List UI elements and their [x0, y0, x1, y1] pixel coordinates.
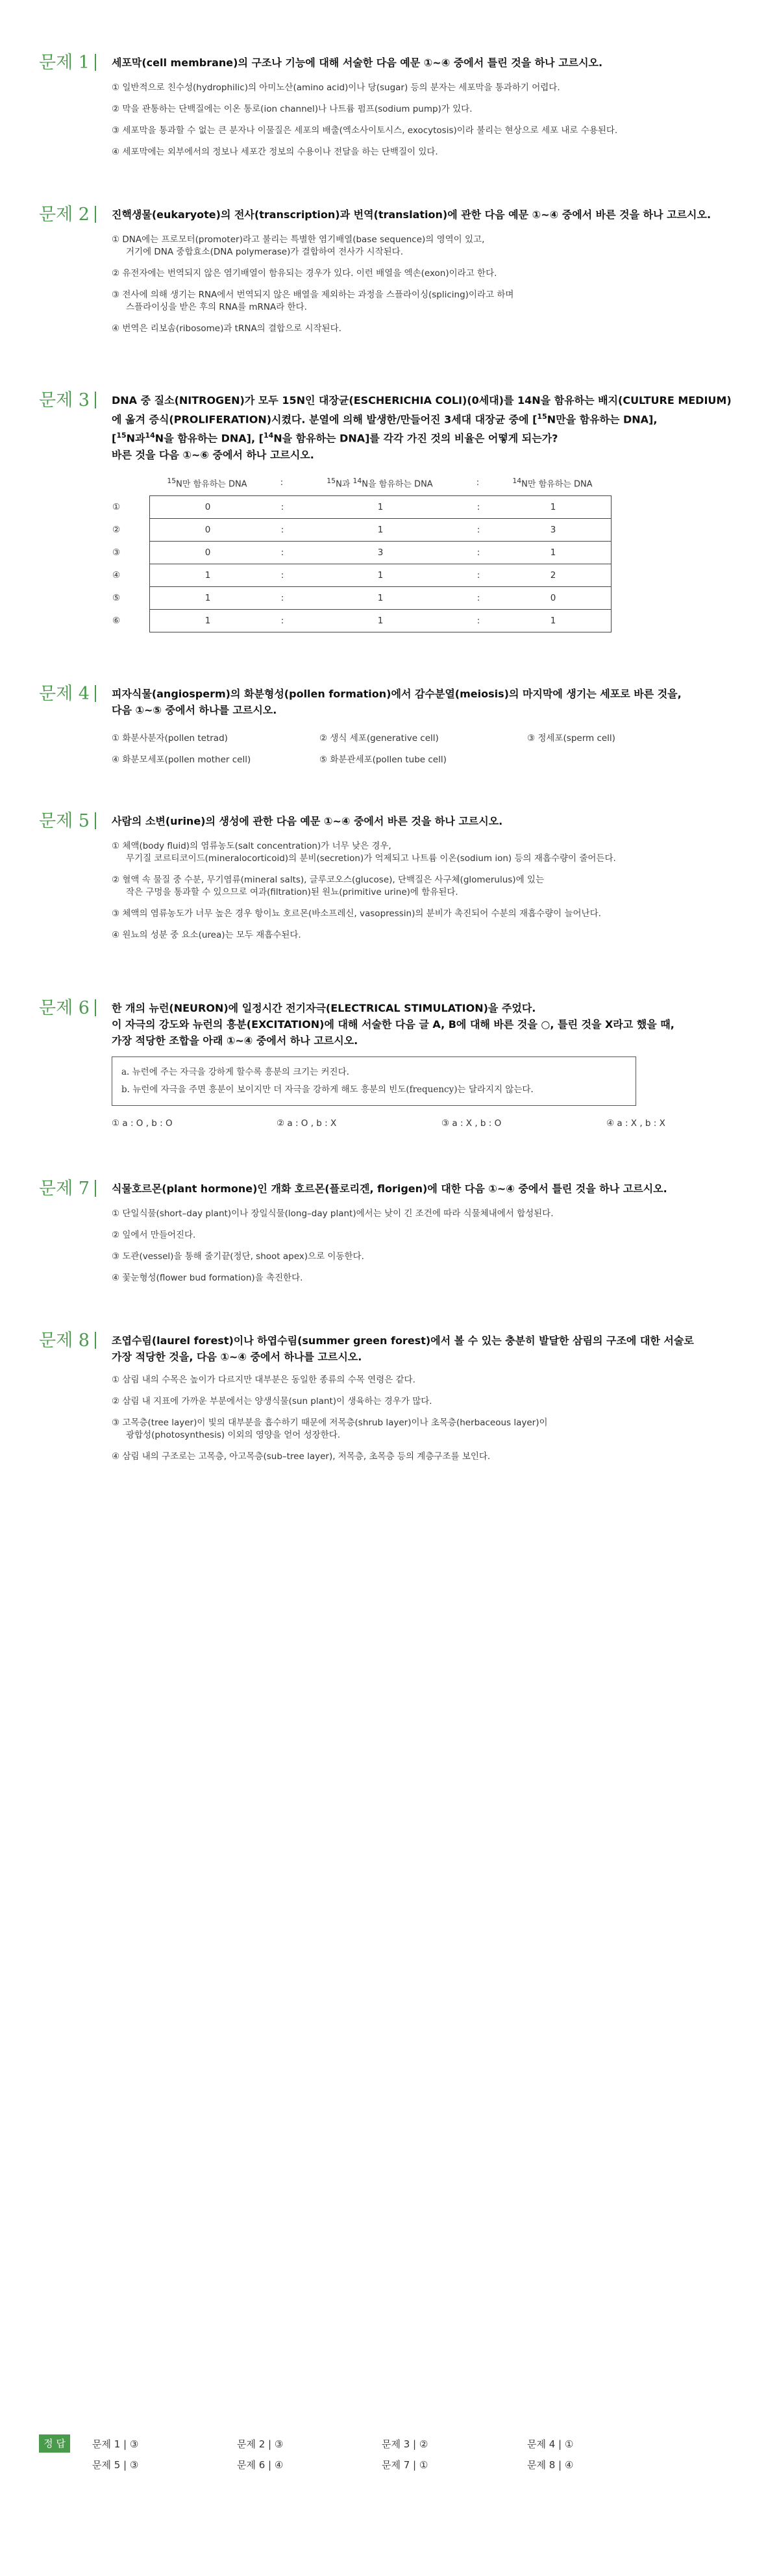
option: ③ 정세포(sperm cell) — [527, 733, 615, 744]
option: ③ 전사에 의해 생기는 RNA에서 번역되지 않은 배열을 제외하는 과정을 스플라이싱(splicing)이라고 하며 스플라이싱을 받은 후의 RNA를 mRNA라 한다. — [112, 290, 514, 312]
table-cell: 1 — [299, 586, 462, 609]
table-cell: 1 — [299, 495, 462, 518]
option: ② 막을 관통하는 단백질에는 이온 통로(ion channel)나 나트륨 펌프(sodium pump)가 있다. — [112, 104, 473, 114]
question-2 — [39, 206, 740, 344]
table-cell: 0 — [495, 586, 612, 609]
question-number: 문제 5 — [39, 812, 112, 831]
table-cell: 2 — [495, 564, 612, 586]
table-cell: : — [462, 609, 495, 632]
option: ② 혈액 속 물질 중 수분, 무기염류(mineral salts), 글루코오스(glucose), 단백질은 사구체(glomerulus)에 있는 작은 구멍을 통과할 수 있으므로 여과(filtration)된 원뇨(primitive urine)에 함유된다. — [112, 875, 544, 897]
option: ② 삼림 내 지표에 가까운 부분에서는 양생식물(sun plant)이 생육하는 경우가 많다. — [112, 1396, 432, 1407]
question-8 — [39, 1332, 740, 1472]
table-row — [112, 609, 612, 632]
question-text: 세포막(cell membrane)의 구조나 기능에 대해 서술한 다음 예문 ①~④ 중에서 틀린 것을 하나 고르시오. — [112, 56, 603, 69]
table-cell: : — [266, 609, 299, 632]
row-label: ④ — [112, 569, 121, 581]
ratio-table: $^{15}$N만 함유하는 DNA : $^{15}$N과 $^{14}$N을 함유하는 DNA : $^{14}$N만 함유하는 DNA ① 0 : 1 : 1 ② 0 : 1 : 3 ③ 0 : 3 : 1 ④ 1 : 1 : 2 ⑤ 1 : 1 : 0 ⑥ 1 : 1 : 1 — [112, 472, 740, 632]
option: ① DNA에는 프로모터(promoter)라고 불리는 특별한 염기배열(base sequence)의 영역이 있고, 거기에 DNA 중합효소(DNA polymerase)가 결합하여 전사가 시작된다. — [112, 234, 485, 257]
table-cell: 0 — [150, 518, 266, 541]
table-cell: : — [462, 541, 495, 564]
question-text: 피자식물(angiosperm)의 화분형성(pollen formation)에서 감수분열(meiosis)의 마지막에 생기는 세포로 바른 것을, 다음 ①~⑤ 중에서 하나를 고르시오. — [112, 688, 682, 716]
question-number: 문제 2 — [39, 205, 112, 225]
row-label: ③ — [112, 547, 121, 558]
table-cell: : — [462, 518, 495, 541]
option: ① a : O , b : O — [112, 1118, 173, 1129]
option: ④ 번역은 리보솜(ribosome)과 tRNA의 결합으로 시작된다. — [112, 323, 341, 334]
question-number: 문제 7 — [39, 1179, 112, 1199]
table-cell: : — [266, 518, 299, 541]
table-cell: 1 — [299, 564, 462, 586]
option: ① 화분사분자(pollen tetrad) — [112, 733, 228, 744]
answer-item: 문제 3 | ② — [382, 2438, 428, 2450]
table-cell: 3 — [495, 518, 612, 541]
question-number: 문제 8 — [39, 1331, 112, 1351]
question-number: 문제 4 — [39, 684, 112, 704]
question-number: 문제 6 — [39, 999, 112, 1018]
row-label: ⑥ — [112, 615, 121, 626]
option: ② 잎에서 만들어진다. — [112, 1230, 196, 1240]
table-cell: 1 — [150, 586, 266, 609]
option: ③ 체액의 염류농도가 너무 높은 경우 항이뇨 호르몬(바소프레신, vasopressin)의 분비가 촉진되어 수분의 재흡수량이 늘어난다. — [112, 908, 601, 919]
question-7 — [39, 1181, 740, 1294]
question-text: 사람의 소변(urine)의 생성에 관한 다음 예문 ①~④ 중에서 바른 것을 하나 고르시오. — [112, 815, 503, 827]
row-label: ⑤ — [112, 592, 121, 603]
option: ② 유전자에는 번역되지 않은 염기배열이 함유되는 경우가 있다. 이런 배열을 엑손(exon)이라고 한다. — [112, 268, 497, 279]
table-cell: : — [266, 495, 299, 518]
table-row — [112, 495, 612, 518]
option: ① 단일식물(short–day plant)이나 장일식물(long–day plant)에서는 낮이 긴 조건에 따라 식물체내에서 합성된다. — [112, 1208, 554, 1219]
answer-item: 문제 6 | ④ — [237, 2459, 284, 2471]
table-cell: : — [266, 586, 299, 609]
question-text: 한 개의 뉴런(NEURON)에 일정시간 전기자극(ELECTRICAL STIMULATION)을 주었다. 이 자극의 강도와 뉴런의 흥분(EXCITATION)에 대해 서술한 다음 글 A, B에 대해 바른 것을 ○, 틀린 것을 X라고 했을 때, 가장 적당한 조합을 아래 ①~④ 중에서 하나 고르시오. — [112, 1002, 674, 1047]
table-cell: 1 — [299, 518, 462, 541]
question-text: 진핵생물(eukaryote)의 전사(transcription)과 번역(translation)에 관한 다음 예문 ①~④ 중에서 바른 것을 하나 고르시오. — [112, 208, 711, 221]
option: ② a : O , b : X — [277, 1118, 337, 1129]
table-row — [112, 586, 612, 609]
option: ④ a : X , b : X — [606, 1118, 665, 1129]
option: ④ 세포막에는 외부에서의 정보나 세포간 정보의 수용이나 전달을 하는 단백질이 있다. — [112, 147, 438, 157]
question-4 — [39, 686, 740, 766]
question-1 — [39, 55, 740, 168]
table-cell: 1 — [495, 495, 612, 518]
option: ④ 꽃눈형성(flower bud formation)을 촉진한다. — [112, 1273, 303, 1283]
row-label: ① — [112, 501, 121, 512]
question-number: 문제 3 — [39, 391, 112, 410]
answer-item: 문제 1 | ③ — [92, 2438, 139, 2450]
option: ③ 세포막을 통과할 수 없는 큰 분자나 이물질은 세포의 배출(엑소사이토시스, exocytosis)이라 불리는 현상으로 세포 내로 수용된다. — [112, 125, 618, 136]
option: ① 체액(body fluid)의 염류농도(salt concentration)가 너무 낮은 경우, 무기질 코르티코이드(mineralocorticoid)의 분비(secretion)가 억제되고 나트륨 이온(sodium ion) 등의 재흡수량이 줄어든다. — [112, 841, 616, 864]
table-cell: 1 — [150, 564, 266, 586]
table-cell: 1 — [150, 609, 266, 632]
table-cell: 1 — [495, 609, 612, 632]
question-text: 조엽수림(laurel forest)이나 하엽수림(summer green forest)에서 볼 수 있는 충분히 발달한 삼림의 구조에 대한 서술로 가장 적당한 것을, 다음 ①~④ 중에서 하나를 고르시오. — [112, 1334, 694, 1363]
table-cell: : — [462, 564, 495, 586]
question-text: 식물호르몬(plant hormone)인 개화 호르몬(플로리겐, florigen)에 대한 다음 ①~④ 중에서 틀린 것을 하나 고르시오. — [112, 1182, 667, 1195]
answer-item: 문제 4 | ① — [527, 2438, 574, 2450]
option: ⑤ 화분관세포(pollen tube cell) — [319, 755, 447, 765]
question-5 — [39, 813, 740, 951]
table-row — [112, 564, 612, 586]
table-row — [112, 518, 612, 541]
question-3 — [39, 392, 740, 632]
answer-item: 문제 5 | ③ — [92, 2459, 139, 2471]
option: ④ 삼림 내의 구조로는 고목층, 아고목층(sub–tree layer), 저목층, 초목층 등의 계층구조를 보인다. — [112, 1451, 491, 1462]
table-row — [112, 541, 612, 564]
table-cell: : — [266, 564, 299, 586]
answer-item: 문제 7 | ① — [382, 2459, 428, 2471]
option: ③ 도관(vessel)을 통해 줄기끝(정단, shoot apex)으로 이동한다. — [112, 1251, 364, 1262]
table-cell: : — [462, 586, 495, 609]
option: ③ a : X , b : O — [441, 1118, 502, 1129]
option: ③ 고목층(tree layer)이 빛의 대부분을 흡수하기 때문에 저목층(shrub layer)이나 초목층(herbaceous layer)이 광합성(photosynthesis) 이외의 영양을 얻어 성장한다. — [112, 1418, 548, 1440]
option: ④ 화분모세포(pollen mother cell) — [112, 755, 251, 765]
question-text: DNA 중 질소(NITROGEN)가 모두 15N인 대장균(ESCHERICHIA COLI)(0세대)를 14N을 함유하는 배지(CULTURE MEDIUM) 에 옮겨 증식(PROLIFERATION)시켰다. 분열에 의해 발생한/만들어진 3세대 대장균 중에 [$^{15}$N만을 함유하는 DNA], [$^{15}$N과$^{14}$N을 함유하는 DNA], [$^{14}$N을 함유하는 DNA]를 각각 가진 것의 비율은 어떻게 되는가? 바른 것을 다음 ①~⑥ 중에서 하나 고르시오. — [112, 394, 732, 461]
table-cell: 0 — [150, 495, 266, 518]
row-label: ② — [112, 524, 121, 535]
option: ① 삼림 내의 수목은 높이가 다르지만 대부분은 동일한 종류의 수목 연령은 같다. — [112, 1375, 415, 1385]
answer-badge: 정 답 — [39, 2434, 70, 2453]
question-number: 문제 1 — [39, 53, 112, 73]
option: ① 일반적으로 친수성(hydrophilic)의 아미노산(amino acid)이나 당(sugar) 등의 분자는 세포막을 통과하기 어렵다. — [112, 82, 560, 93]
question-6 — [39, 1000, 740, 1130]
table-cell: 3 — [299, 541, 462, 564]
statement-box: a. 뉴런에 주는 자극을 강하게 할수록 흥분의 크기는 커진다. b. 뉴런에 자극을 주면 흥분이 보이지만 더 자극을 강하게 해도 흥분의 빈도(frequency)는 달라지지 않는다. — [112, 1057, 636, 1106]
option: ④ 원뇨의 성분 중 요소(urea)는 모두 재흡수된다. — [112, 930, 301, 940]
table-cell: 1 — [495, 541, 612, 564]
table-cell: : — [266, 541, 299, 564]
table-cell: 1 — [299, 609, 462, 632]
answer-item: 문제 2 | ③ — [237, 2438, 284, 2450]
option: ② 생식 세포(generative cell) — [319, 733, 439, 744]
table-cell: : — [462, 495, 495, 518]
table-cell: 0 — [150, 541, 266, 564]
answer-item: 문제 8 | ④ — [527, 2459, 574, 2471]
